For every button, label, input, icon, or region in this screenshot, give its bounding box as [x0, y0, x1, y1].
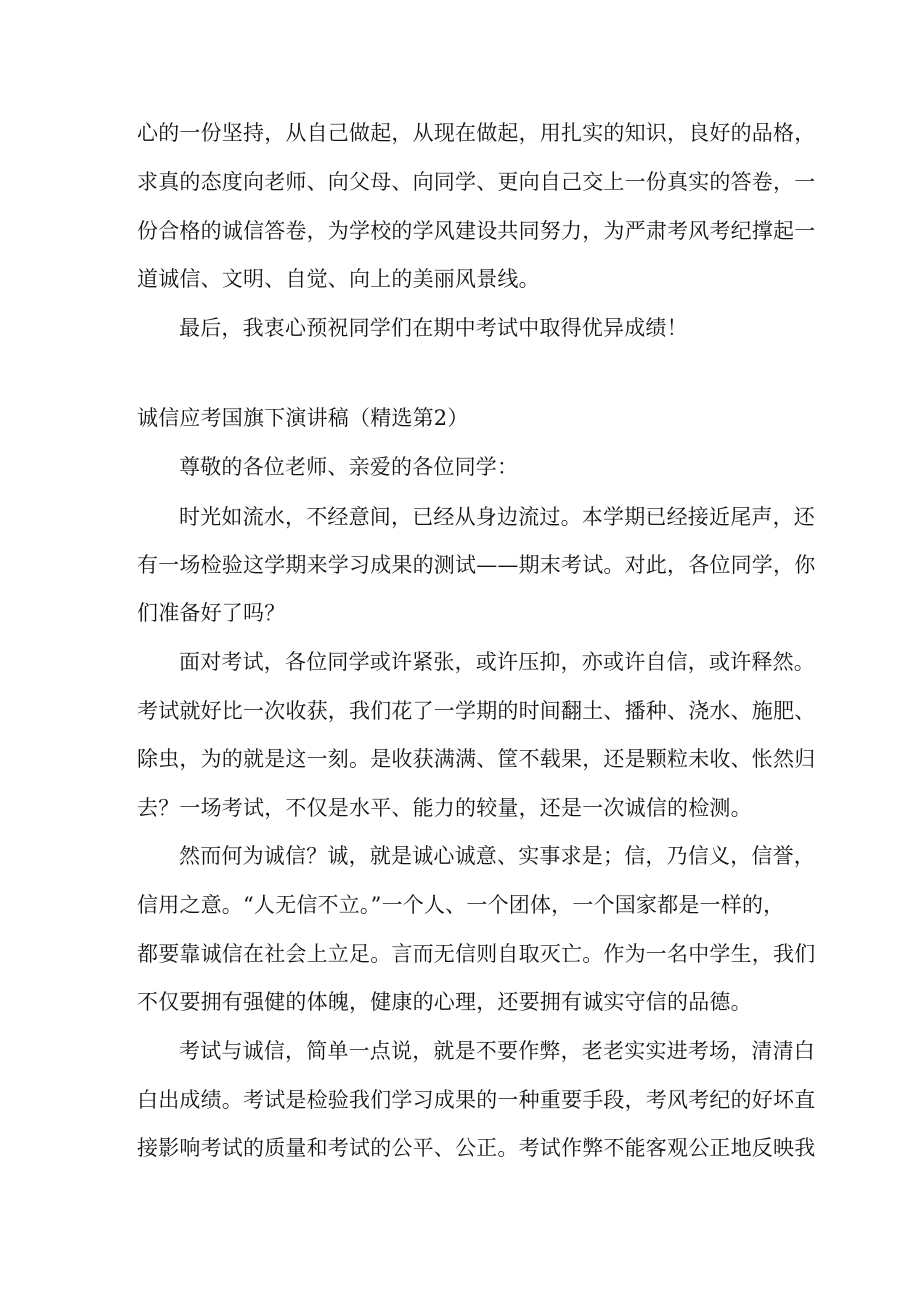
- paragraph-line: 然而何为诚信？诚，就是诚心诚意、实事求是；信，乃信义，信誉，: [179, 844, 815, 868]
- paragraph-line: 们准备好了吗？: [137, 601, 286, 625]
- paragraph-line: 道诚信、文明、自觉、向上的美丽风景线。: [137, 267, 540, 291]
- paragraph-line: 面对考试，各位同学或许紧张，或许压抑，亦或许自信，或许释然。: [179, 650, 815, 674]
- paragraph-line: 求真的态度向老师、向父母、向同学、更向自己交上一份真实的答卷，一: [137, 170, 816, 194]
- paragraph-line: 考试就好比一次收获，我们花了一学期的时间翻土、播种、浇水、施肥、: [137, 699, 816, 723]
- paragraph-line: 除虫，为的就是这一刻。是收获满满、筐不载果，还是颗粒未收、怅然归: [137, 747, 816, 771]
- paragraph-line: 白出成绩。考试是检验我们学习成果的一种重要手段，考风考纪的好坏直: [137, 1088, 816, 1112]
- paragraph-line: 都要靠诚信在社会上立足。言而无信则自取灭亡。作为一名中学生，我们: [137, 942, 816, 966]
- paragraph-line: 考试与诚信，简单一点说，就是不要作弊，老老实实进考场，清清白: [179, 1039, 815, 1063]
- paragraph-line: 去？一场考试，不仅是水平、能力的较量，还是一次诚信的检测。: [137, 796, 752, 820]
- paragraph-line: 最后，我衷心预祝同学们在期中考试中取得优异成绩！: [179, 316, 688, 340]
- paragraph-line: 有一场检验这学期来学习成果的测试——期末考试。对此，各位同学，你: [137, 553, 816, 577]
- paragraph-line: 心的一份坚持，从自己做起，从现在做起，用扎实的知识，良好的品格，: [137, 121, 816, 145]
- paragraph-line: 时光如流水，不经意间，已经从身边流过。本学期已经接近尾声，还: [179, 505, 815, 529]
- paragraph-line: 信用之意。“人无信不立。”一个人、一个团体，一个国家都是一样的，: [137, 893, 785, 917]
- salutation: 尊敬的各位老师、亲爱的各位同学：: [179, 455, 519, 479]
- section-title: 诚信应考国旗下演讲稿（精选第2）: [137, 406, 469, 430]
- paragraph-line: 份合格的诚信答卷，为学校的学风建设共同努力，为严肃考风考纪撑起一: [137, 219, 816, 243]
- paragraph-line: 接影响考试的质量和考试的公平、公正。考试作弊不能客观公正地反映我: [137, 1136, 816, 1160]
- paragraph-line: 不仅要拥有强健的体魄，健康的心理，还要拥有诚实守信的品德。: [137, 990, 752, 1014]
